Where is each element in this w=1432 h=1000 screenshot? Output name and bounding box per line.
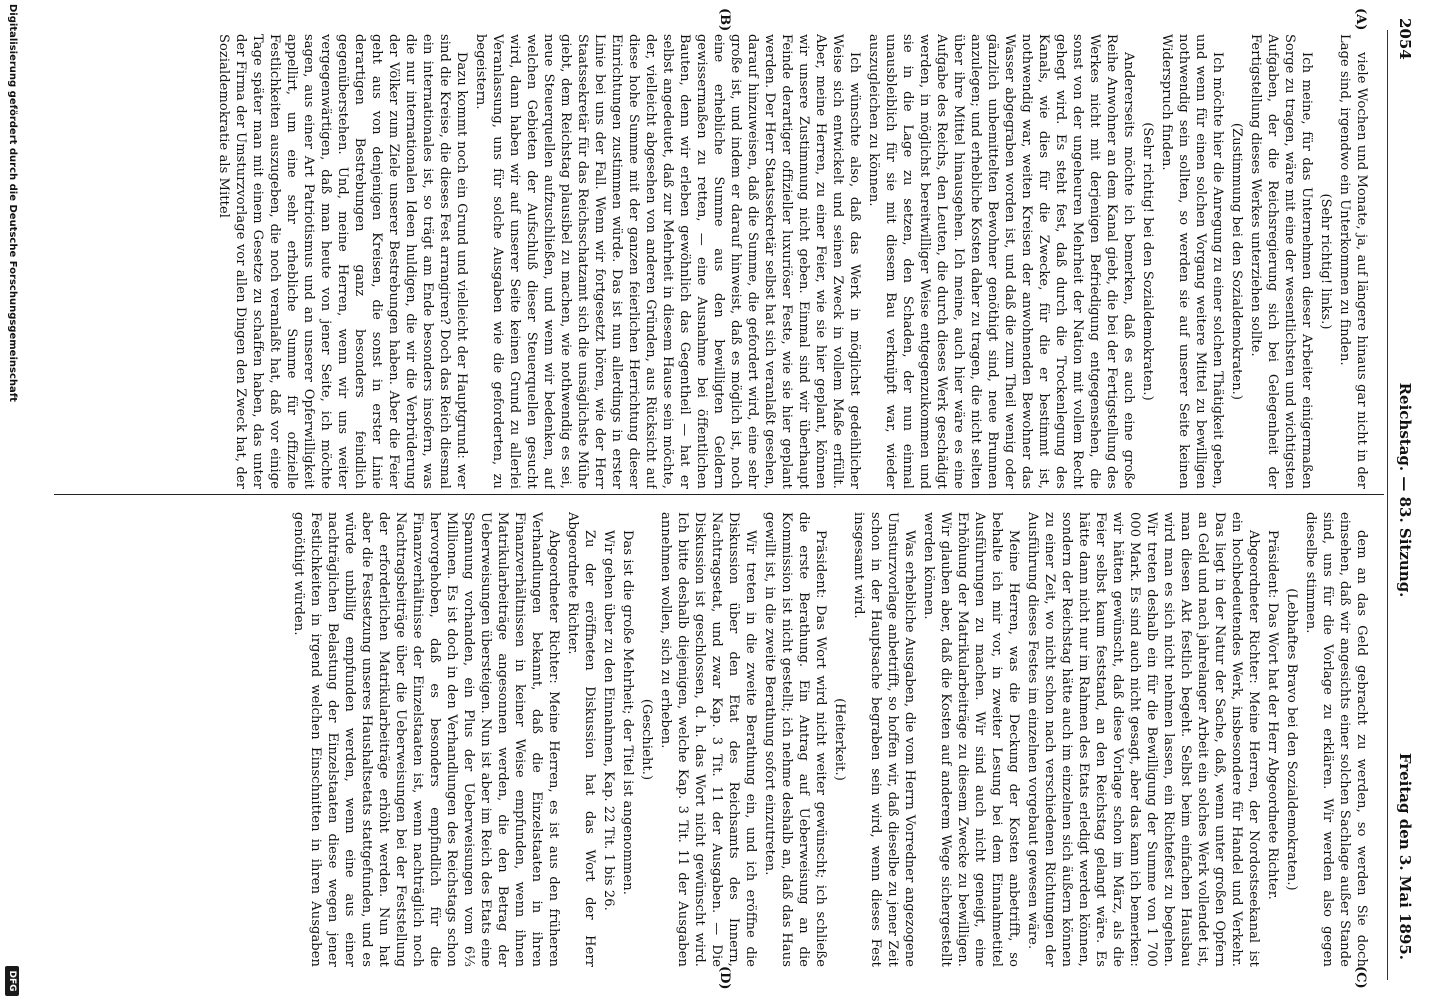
paragraph: Dazu kommt noch ein Grund und vielleicht der Hauptgrund: wer sind die Kreise, die dieses Fest arrangiren? Doch das Reich diesmal ein internationales ist, so trägt am Ende besonders insofern, was die nur internationalen Ideen huldigen, die wir die Verbrüderung der Völker zum Ziele unserer Bestrebungen haben. Aber die Feier geht aus von denjenigen Kreisen, die sonst in erster Linie derartigen Bestrebungen ganz besonders feindlich gegenüberstehen. Und, meine Herren, wenn wir uns weiter vergegenwärtigen, daß man heute von jener Seite, ich möchte sagen, aus einer Art Patriotismus und an unserer Opferwilligkeit appellirt, um eine sehr erhebliche Summe für offizielle Festlichkeiten auszugeben, die noch veranlaßt hat, daß vor einige Tage später man mit einem Gesetze zu schaffen haben, das unter der Firma der Umsturzvorlage vor allen Dingen den Zweck hat, der Sozialdemokratie als Mittel: [216, 34, 469, 489]
paragraph: Ich meine, für das Unternehmen dieser Arbeiter einigermaßen Sorge zu tragen, wäre mit eine der wesentlichsten und wichtigsten Aufgaben, der die Reichsregierung sich bei Gelegenheit der Fertigstellung dieses Werkes unterziehen sollte.: [1248, 34, 1314, 489]
session-date: Freitag den 3. Mai 1895.: [1396, 752, 1414, 960]
session-title: Reichstag. — 83. Sitzung.: [1396, 382, 1414, 598]
digitization-footer: [3, 0, 19, 1000]
paragraph: Ich möchte hier die Anregung zu einer solchen Thätigkeit geben, und wenn für einen solchen Vorgang weitere Mittel zu bewilligen nothwendig sein sollten, so werden sie auf unserer Seite keinen Widerspruch finden.: [1159, 34, 1225, 489]
margin-mark-d: (D): [717, 966, 732, 990]
page-number: 2054: [1396, 18, 1414, 60]
column-divider: [54, 494, 1384, 495]
paragraph: (Zustimmung bei den Sozialdemokraten.): [1229, 122, 1244, 401]
margin-mark-b: (B): [717, 8, 732, 32]
paragraph: Was erhebliche Ausgaben, die vom Herrn Vorredner angezogene Umsturzvorlage anbetrifft, so hoffen wir, daß dieselbe zu jener Zeit schon in der Hauptsache begraben sein wird, wenn dieses Fest insgesamt wird.: [851, 512, 917, 967]
paragraph: viele Wochen und Monate, ja, auf längere hinaus gar nicht in der Lage sind, irgendwo ein Unterkommen zu finden.: [1337, 34, 1369, 489]
margin-mark-c: (C): [1353, 966, 1368, 989]
paragraph: Das ist die große Mehrheit; der Titel ist angenommen.: [620, 530, 635, 895]
paragraph: Abgeordneter Richter: Meine Herren, der Nordostseekanal ist ein hochbedeutendes Werk, insbesondere für Handel und Verkehr. Das liegt in der Natur der Sache, daß, wenn unter großen Opfern an Geld und nach jahrelanger Arbeit ein solches Werk vollendet ist, man diesen Akt festlich begeht. Selbst beim einfachen Hausbau wird man es sich nicht nehmen lassen, ein Richtefest zu begehen. Wir treten deshalb ein für die Bewilligung der Summe von 1 700 000 Mark. Es sind auch nicht gesagt, aber das kann ich bemerken: wir hätten gewünscht, daß diese Vorlage schon im März, als die Feier selbst kaum feststand, an den Reichstag gelangt wäre. Es hätte dann nicht nur im Rahmen des Etats erledigt werden können, sondern der Reichstag hätte auch im einzelnen sich äußern können zu einer Zeit, wo nicht schon nach verschiedenen Richtungen der Ausführung dieses Festes im einzelnen vorgebaut gewesen wäre.: [1025, 512, 1261, 967]
paragraph: (Sehr richtig! links.): [1318, 193, 1333, 330]
header-rule: [1387, 30, 1388, 980]
paragraph: Abgeordneter Richter: Meine Herren, es ist aus den früheren Verhandlungen bekannt, daß die Einzelstaaten in ihren Finanzverhältnissen in keiner Weise empfunden, wenn ihnen Matrikularbeiträge angesonnen werden, die den Betrag der Ueberweisungen übersteigen. Nun ist aber im Reich des Etats eine Spannung vorhanden, ein Plus der Ueberweisungen vom 6⅓ Millionen. Es ist doch in den Verhandlungen des Reichstags schon hervorgehoben, daß es besonders empfindlich für die Finanzverhältnisse der Einzelstaaten ist, wenn nachträglich noch Nachtragsbeiträge über die Ueberweisungen bei der Feststellung der erforderlichen Matrikularbeiträge erhöht werden. Nun hat aber die Festsetzung unseres Haushaltsetats stattgefunden, und es würde unbillig empfunden werden, wenn eine aus einer nachträglichen Belastung der Einzelstaaten diese wegen jener Festlichkeiten in irgend welchen Einschnitten in ihren Ausgaben genöthigt würden.: [291, 512, 561, 967]
paragraph: (Sehr richtig! bei den Sozialdemokraten.): [1140, 122, 1155, 401]
funding-note: Digitalisierung gefördert durch die Deutsche Forschungsgemeinschaft: [7, 4, 18, 402]
margin-mark-a: (A): [1353, 8, 1368, 31]
page-header: [1390, 10, 1416, 970]
paragraph: Ich wünschte also, daß das Werk in möglichst gedeihlicher Weise sich entwickelt und seinen Zweck in vollem Maße erfüllt. Aber, meine Herren, zu einer Feier, wie sie hier geplant, können wir unsere Zustimmung nicht geben. Einmal sind wir überhaupt Feinde derartiger offizieller luxuriöser Feste, wie sie hier geplant werden. Der Herr Staatssekretär selbst hat sich veranlaßt gesehen, darauf hinzuweisen, daß die Summe, die gefordert wird, eine sehr große ist, und indem er darauf hinweist, daß es möglich ist, noch eine erhebliche Summe aus den bewilligten Geldern gewissermaßen zu retten, — eine Ausnahme bei öffentlichen Bauten, denn wir erleben gewöhnlich das Gegentheil — hat er selbst angedeutet, daß zur Mehrheit in diesem Hause sein möchte, der, vielleicht abgesehen von anderen Gründen, aus Rücksicht auf diese hohe Summe mit der ganzen feierlichen Herrichtung dieser Einrichtungen zustimmen würde. Das ist nun allerdings in erster Linie bei uns der Fall. Wenn wir fortgesetzt hören, wie der Herr Staatssekretär für das Reichsschatzamt sich die unsäglichste Mühe giebt, dem Reichstag plausibel zu machen, wie nothwendig es sei, neue Steuerquellen aufzuschließen, und wenn wir bedenken, auf welchen Gebieten der Aufschluß dieser Steuerquellen gesucht wird, dann haben wir auf unserer Seite keinen Grund zu allerlei Veranlassung, uns für solche Ausgaben wie die geforderten, zu begeistern.: [473, 34, 862, 489]
paragraph: (Lebhaftes Bravo bei den Sozialdemokraten.): [1284, 588, 1299, 891]
paragraph: dem an das Geld gebracht zu werden, so werden Sie doch einsehen, daß wir angesichts einer solchen Sachlage außer Stande sind, uns für die Vorlage zu erklären. Wir werden also gegen dieselbe stimmen.: [1303, 512, 1369, 967]
paragraph: (Geschieht.): [639, 698, 654, 781]
paragraph: Wir treten in die zweite Berathung ein, und ich eröffne die Diskussion über den Etat des Reichsamts des Innern, Nachtragsetat, und zwar Kap. 3 Tit. 11 der Ausgaben. — Die Diskussion ist geschlossen, d. h. das Wort nicht gewünscht wird. Ich bitte deshalb diejenigen, welche Kap. 3 Tit. 11 der Ausgaben annehmen wollen, sich zu erheben.: [658, 512, 758, 967]
paragraph: Präsident: Das Wort hat der Herr Abgeordnete Richter.: [1265, 530, 1280, 900]
paragraph: Präsident: Das Wort wird nicht weiter gewünscht; ich schließe die erste Berathung. Ein Antrag auf Ueberweisung an die Kommission ist nicht gestellt; ich nehme deshalb an, daß das Haus gewillt ist, in die zweite Berathung sofort einzutreten.: [762, 512, 828, 967]
paragraph: (Heiterkeit.): [832, 698, 847, 781]
right-text-column: [40, 512, 1370, 967]
paragraph: Andererseits möchte ich bemerken, daß es auch eine große Reihe Anwohner an dem Kanal giebt, die bei der Fertigstellung des Werkes nicht mit derjenigen Befriedigung entgegensehen, die sonst von der ungeheuren Mehrheit der Nation mit vollem Recht gehegt wird. Es steht fest, daß durch die Trockenlegung des Kanals, wie dies für die Zwecke, für die er bestimmt ist, nothwendig war, weiten Kreisen der anwohnenden Bewohner das Wasser abgegraben worden ist, und daß die zum Theil wenig oder gänzlich unbemittelten Bewohner genöthigt sind, neue Brunnen anzulegen; und erhebliche Kosten daher zu tragen, die nicht selten über ihre Mittel hinausgehen. Ich meine, auch hier wäre es eine Aufgabe des Reichs, den Leuten, die durch dieses Werk geschädigt werden, in möglichst bereitwilliger Weise entgegenzukommen und sie in die Lage zu setzen, den Schaden, der nun einmal unausbleiblich für sie mit diesem Bau verknüpft war, wieder auszugleichen zu können.: [866, 34, 1136, 489]
dfg-logo: DFG: [5, 966, 19, 996]
paragraph: Zu der eröffneten Diskussion hat das Wort der Herr Abgeordnete Richter.: [565, 512, 597, 967]
paragraph: Wir gehen über zu den Einnahmen, Kap. 22 Tit. 1 bis 26.: [601, 530, 616, 911]
left-text-column: [40, 34, 1370, 489]
paragraph: Meine Herren, was die Deckung der Kosten anbetrifft, so behalte ich mir vor, in zweiter Lesung bei dem Einnahmetitel Ausführungen zu machen. Wir sind auch nicht geneigt, eine Erhöhung der Matrikularbeiträge zu diesem Zwecke zu bewilligen. Wir glauben aber, daß die Kosten auf anderem Wege sichergestellt werden können.: [921, 512, 1021, 967]
